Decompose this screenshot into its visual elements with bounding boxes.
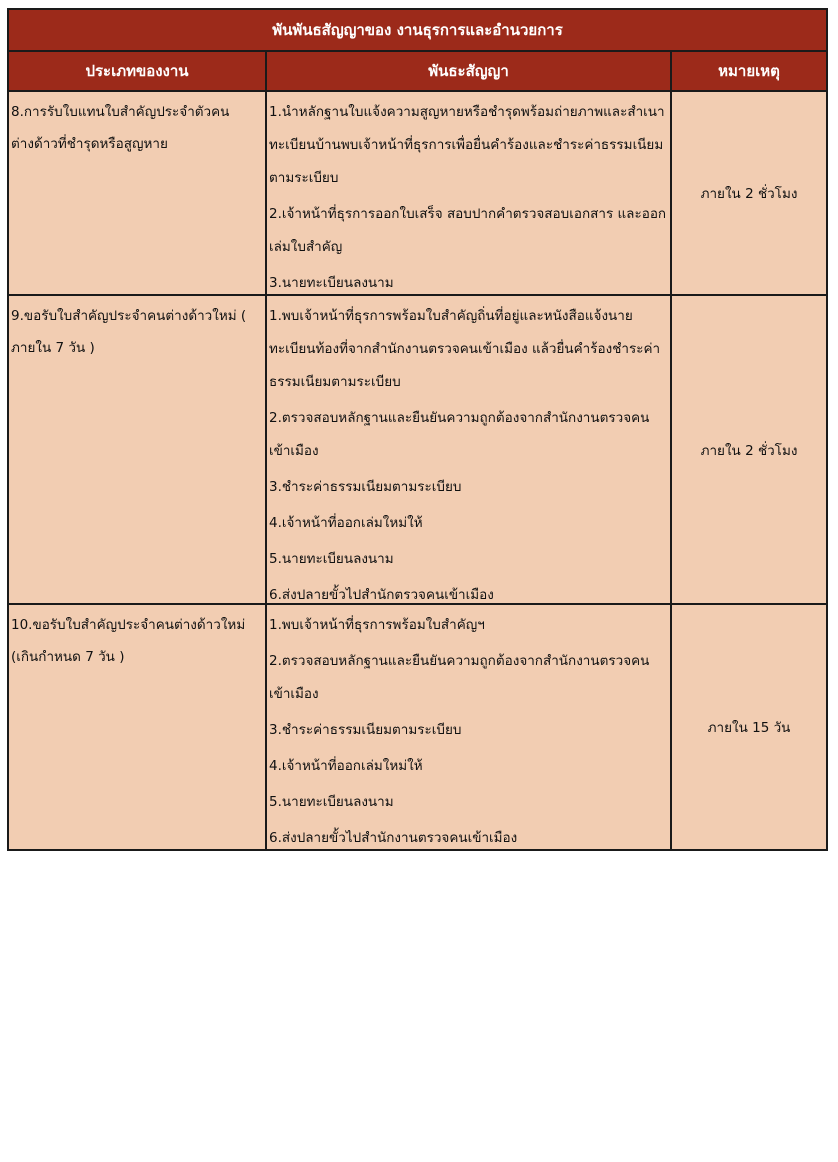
commitment-table xyxy=(7,8,828,851)
header-remark: หมายเหตุ xyxy=(718,62,780,80)
step-item: 1.พบเจ้าหน้าที่ธุรการพร้อมใบสำคัญถิ่นที่อยู่และหนังสือแจ้งนายทะเบียนท้องที่จากสำนักงานตรวจคนเข้าเมือง แล้วยื่นคำร้องชำระค่าธรรมเนียมตามระเบียบ xyxy=(269,308,661,390)
step-item: 2.เจ้าหน้าที่ธุรการออกใบเสร็จ สอบปากคำตรวจสอบเอกสาร และออกเล่มใบสำคัญ xyxy=(269,206,667,255)
work-type-cell: 10.ขอรับใบสำคัญประจำคนต่างด้าวใหม่ (เกินกำหนด 7 วัน ) xyxy=(9,605,267,849)
step-item: 2.ตรวจสอบหลักฐานและยืนยันความถูกต้องจากสำนักงานตรวจคนเข้าเมือง xyxy=(269,653,650,702)
table-title: พันพันธสัญญาของ งานธุรการและอำนวยการ xyxy=(9,10,826,52)
work-type-cell: 9.ขอรับใบสำคัญประจำคนต่างด้าวใหม่ ( ภายใน 7 วัน ) xyxy=(9,296,267,603)
step-item: 3.ชำระค่าธรรมเนียมตามระเบียบ xyxy=(269,722,462,738)
table-row xyxy=(9,296,826,605)
step-item: 3.ชำระค่าธรรมเนียมตามระเบียบ xyxy=(269,479,462,495)
step-item: 4.เจ้าหน้าที่ออกเล่มใหม่ให้ xyxy=(269,515,423,531)
step-item: 1.พบเจ้าหน้าที่ธุรการพร้อมใบสำคัญฯ xyxy=(269,617,485,633)
table-row xyxy=(9,605,826,849)
remark-cell: ภายใน 2 ชั่วโมง xyxy=(700,442,798,459)
work-type-cell: 8.การรับใบแทนใบสำคัญประจำตัวคนต่างด้าวที่ชำรุดหรือสูญหาย xyxy=(9,92,267,294)
remark-cell: ภายใน 2 ชั่วโมง xyxy=(700,186,798,202)
step-item: 5.นายทะเบียนลงนาม xyxy=(269,551,394,567)
header-commitment: พันธะสัญญา xyxy=(267,52,672,90)
steps-cell xyxy=(267,92,672,294)
step-item: 6.ส่งปลายขั้วไปสำนักตรวจคนเข้าเมือง xyxy=(269,587,494,603)
table-row xyxy=(9,92,826,296)
step-item: 1.นำหลักฐานใบแจ้งความสูญหายหรือชำรุดพร้อมถ่ายภาพและสำเนาทะเบียนบ้านพบเจ้าหน้าที่ธุรการเพื่อยื่นคำร้องและชำระค่าธรรมเนียมตามระเบียบ xyxy=(269,104,665,186)
step-item: 6.ส่งปลายขั้วไปสำนักงานตรวจคนเข้าเมือง xyxy=(269,830,518,846)
step-item: 3.นายทะเบียนลงนาม xyxy=(269,275,394,291)
step-item: 4.เจ้าหน้าที่ออกเล่มใหม่ให้ xyxy=(269,758,423,774)
steps-cell xyxy=(267,296,672,603)
remark-cell: ภายใน 15 วัน xyxy=(707,720,791,736)
header-row xyxy=(9,52,826,92)
steps-cell xyxy=(267,605,672,849)
step-item: 2.ตรวจสอบหลักฐานและยืนยันความถูกต้องจากสำนักงานตรวจคนเข้าเมือง xyxy=(269,410,650,459)
step-item: 5.นายทะเบียนลงนาม xyxy=(269,794,394,810)
header-type: ประเภทของงาน xyxy=(9,52,267,90)
